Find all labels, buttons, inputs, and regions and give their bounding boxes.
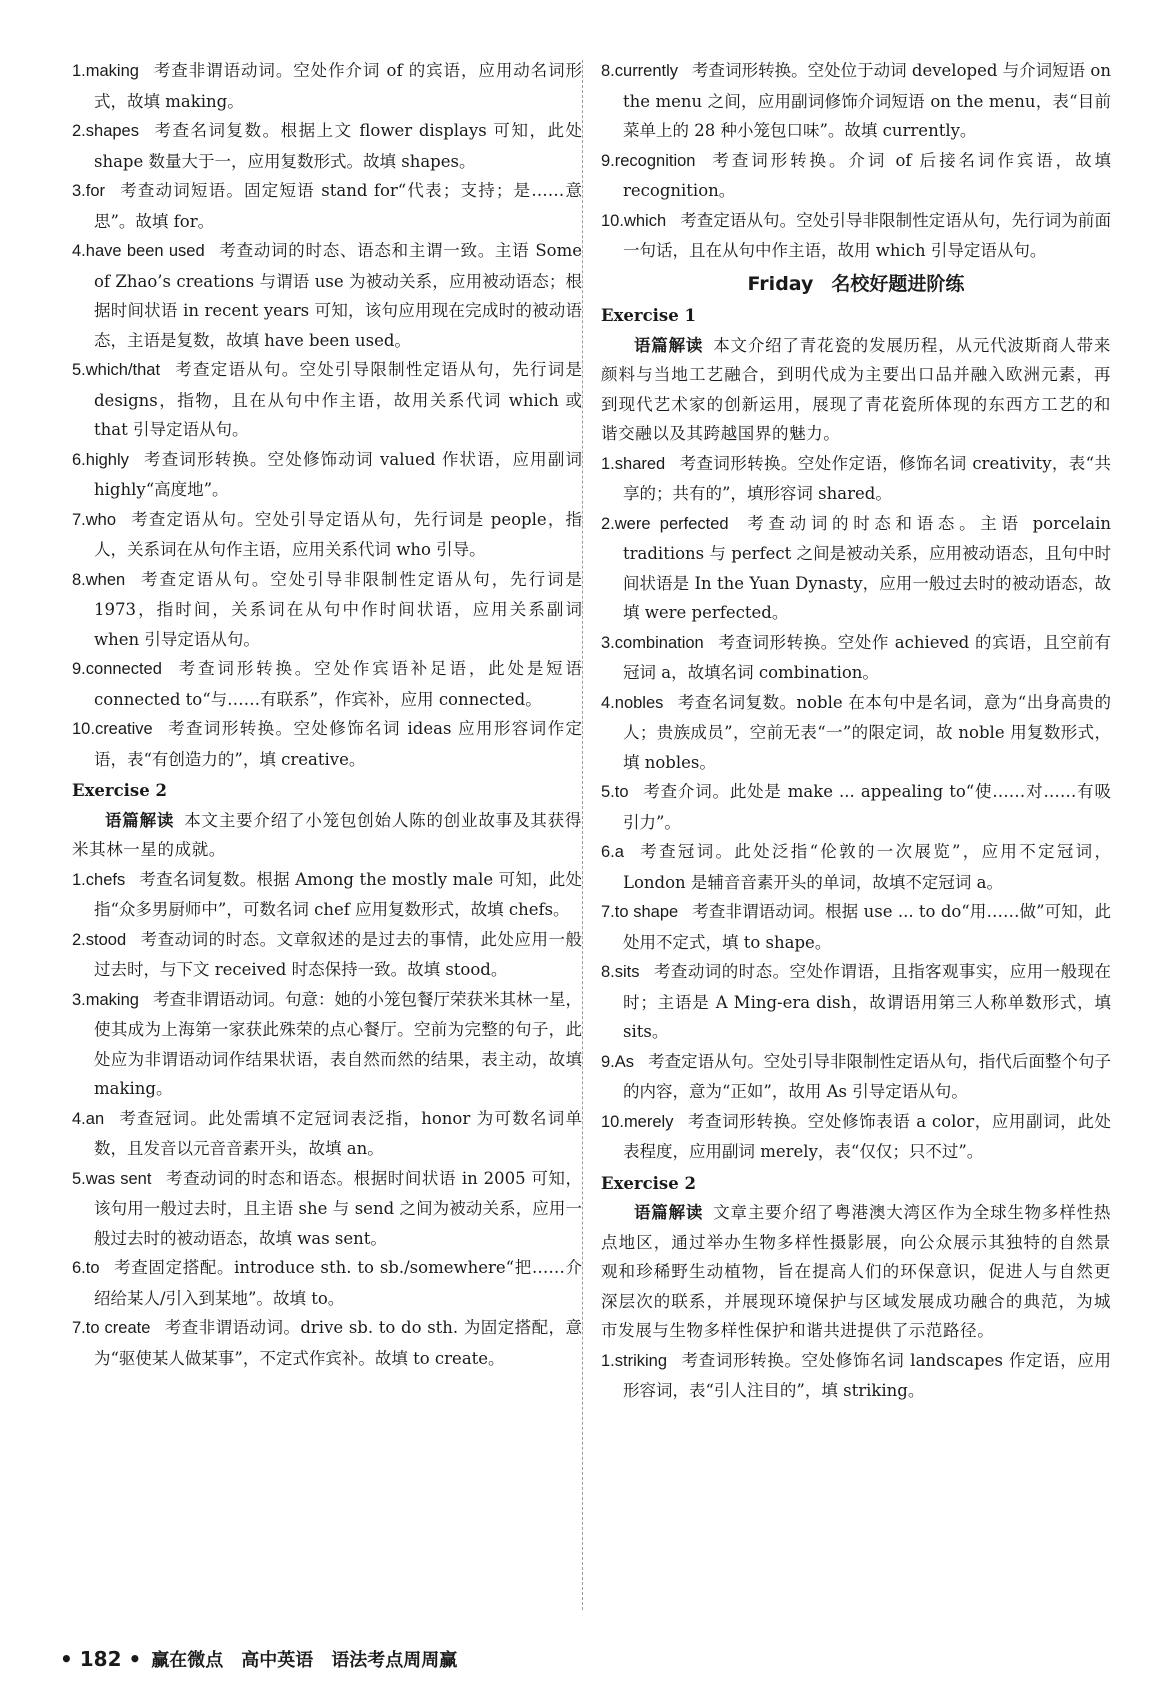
passage-summary-label: 语篇解读	[105, 810, 175, 830]
answer-item: 3.making 考查非谓语动词。句意：她的小笼包餐厅荣获米其林一星，使其成为上海第一家获此殊荣的点心餐厅。空前为完整的句子，此处应为非谓语动词作结果状语，表自然而然的结果，表主动，故填 making。	[72, 989, 582, 1098]
answer-item: 3.for 考查动词短语。固定短语 stand for“代表；支持；是……意思”。故填 for。	[72, 181, 582, 231]
answer-item: 1.shared 考查词形转换。空处作定语，修饰名词 creativity，表“共享的；共有的”，填形容词 shared。	[601, 453, 1111, 503]
exercise-title: Exercise 2	[601, 1173, 696, 1193]
answer-item: 5.to 考查介词。此处是 make ... appealing to“使……对……有吸引力”。	[601, 782, 1111, 832]
answer-item: 2.shapes 考查名词复数。根据上文 flower displays 可知，此处 shape 数量大于一，应用复数形式。故填 shapes。	[72, 121, 582, 171]
right-items-a	[601, 56, 1111, 266]
right-items-b	[601, 449, 1111, 1167]
answer-item: 6.a 考查冠词。此处泛指“伦敦的一次展览”，应用不定冠词，London 是辅音音素开头的单词，故填不定冠词 a。	[601, 842, 1111, 892]
passage-summary-label: 语篇解读	[634, 1203, 704, 1222]
right-items-c	[601, 1346, 1111, 1406]
answer-item: 6.to 考查固定搭配。introduce sth. to sb./somewhere“把……介绍给某人/引入到某地”。故填 to。	[72, 1258, 582, 1308]
left-items-b	[72, 865, 582, 1374]
answer-item: 4.an 考查冠词。此处需填不定冠词表泛指，honor 为可数名词单数，且发音以元音音素开头，故填 an。	[72, 1108, 582, 1158]
answer-item: 5.was sent 考查动词的时态和语态。根据时间状语 in 2005 可知，该句用一般过去时，且主语 she 与 send 之间为被动关系，应用一般过去时的被动语态，故填 was sent。	[72, 1168, 582, 1248]
answer-item: 4.have been used 考查动词的时态、语态和主谓一致。主语 Some of Zhao’s creations 与谓语 use 为被动关系，应用被动语态；根据时间状语 in recent years 可知，该句应用现在完成时的被动语态，主语是复数，故填 have been used。	[72, 241, 582, 350]
answer-item: 1.striking 考查词形转换。空处修饰名词 landscapes 作定语，应用形容词，表“引人注目的”，填 striking。	[601, 1350, 1111, 1400]
answer-item: 8.currently 考查词形转换。空处位于动词 developed 与介词短语 on the menu 之间，应用副词修饰介词短语 on the menu，表“目前菜单上的 28 种小笼包口味”。故填 currently。	[601, 61, 1111, 140]
answer-item: 9.connected 考查词形转换。空处作宾语补足语，此处是短语 connected to“与……有联系”，作宾补，应用 connected。	[72, 659, 582, 709]
answer-item: 7.to shape 考查非谓语动词。根据 use ... to do“用……做”可知，此处用不定式，填 to shape。	[601, 902, 1111, 952]
answer-item: 1.chefs 考查名词复数。根据 Among the mostly male 可知，此处指“众多男厨师中”，可数名词 chef 应用复数形式，故填 chefs。	[72, 869, 582, 919]
passage-summary: 语篇解读 本文介绍了青花瓷的发展历程，从元代波斯商人带来颜料与当地工艺融合，到明代成为主要出口品并融入欧洲元素，再到现代艺术家的创新运用，展现了青花瓷所体现的东西方工艺的和谐交融以及其跨越国界的魅力。	[601, 335, 1111, 443]
answer-item: 4.nobles 考查名词复数。noble 在本句中是名词，意为“出身高贵的人；贵族成员”，空前无表“一”的限定词，故 noble 用复数形式，填 nobles。	[601, 692, 1111, 772]
passage-summary-label: 语篇解读	[634, 335, 704, 355]
answer-item: 10.merely 考查词形转换。空处修饰表语 a color，应用副词，此处表程度，应用副词 merely，表“仅仅；只不过”。	[601, 1111, 1111, 1161]
answer-item: 2.were perfected 考查动词的时态和语态。主语 porcelain traditions 与 perfect 之间是被动关系，应用被动语态，且句中时间状语是 In the Yuan Dynasty，应用一般过去时的被动语态，故填 were perfected。	[601, 513, 1111, 622]
left-column	[72, 56, 582, 1373]
answer-item: 8.sits 考查动词的时态。空处作谓语，且指客观事实，应用一般现在时；主语是 A Ming-era dish，故谓语用第三人称单数形式，填 sits。	[601, 962, 1111, 1041]
right-column	[601, 56, 1111, 1406]
answer-item: 8.when 考查定语从句。空处引导非限制性定语从句，先行词是 1973，指时间，关系词在从句中作时间状语，应用关系副词 when 引导定语从句。	[72, 569, 582, 649]
left-items-a	[72, 56, 582, 774]
answer-item: 10.which 考查定语从句。空处引导非限制性定语从句，先行词为前面一句话，且在从句中作主语，故用 which 引导定语从句。	[601, 210, 1111, 260]
passage-summary: 语篇解读 文章主要介绍了粤港澳大湾区作为全球生物多样性热点地区，通过举办生物多样性摄影展，向公众展示其独特的自然景观和珍稀野生动植物，旨在提高人们的环保意识，促进人与自然更深层次的联系，并展现环境保护与区域发展成功融合的典范，为城市发展与生物多样性保护和谐共进提供了示范路径。	[601, 1203, 1111, 1340]
answer-item: 2.stood 考查动词的时态。文章叙述的是过去的事情，此处应用一般过去时，与下文 received 时态保持一致。故填 stood。	[72, 929, 582, 979]
answer-item: 6.highly 考查词形转换。空处修饰动词 valued 作状语，应用副词 highly“高度地”。	[72, 449, 582, 499]
page-number: • 182 •	[60, 1647, 142, 1671]
answer-item: 7.who 考查定语从句。空处引导定语从句，先行词是 people，指人，关系词在从句作主语，应用关系代词 who 引导。	[72, 509, 582, 559]
exercise-title: Exercise 1	[601, 306, 696, 325]
answer-item: 9.As 考查定语从句。空处引导非限制性定语从句，指代后面整个句子的内容，意为“正如”，故用 As 引导定语从句。	[601, 1051, 1111, 1101]
passage-summary: 语篇解读 本文主要介绍了小笼包创始人陈的创业故事及其获得米其林一星的成就。	[72, 810, 582, 859]
page-footer	[60, 1646, 457, 1672]
subject: 高中英语	[241, 1650, 314, 1671]
answer-item: 7.to create 考查非谓语动词。drive sb. to do sth. 为固定搭配，意为“驱使某人做某事”，不定式作宾补。故填 to create。	[72, 1318, 582, 1368]
section-title: Friday 名校好题进阶练	[747, 272, 965, 295]
answer-item: 9.recognition 考查词形转换。介词 of 后接名词作宾语，故填 recognition。	[601, 150, 1111, 200]
column-divider	[582, 60, 583, 1610]
book-title: 赢在微点	[151, 1650, 224, 1671]
answer-item: 3.combination 考查词形转换。空处作 achieved 的宾语，且空前有冠词 a，故填名词 combination。	[601, 632, 1111, 682]
answer-item: 10.creative 考查词形转换。空处修饰名词 ideas 应用形容词作定语，表“有创造力的”，填 creative。	[72, 719, 582, 769]
answer-item: 5.which/that 考查定语从句。空处引导限制性定语从句，先行词是 designs，指物，且在从句中作主语，故用关系代词 which 或 that 引导定语从句。	[72, 360, 582, 439]
series-title: 语法考点周周赢	[331, 1650, 458, 1671]
answer-item: 1.making 考查非谓语动词。空处作介词 of 的宾语，应用动名词形式，故填 making。	[72, 61, 582, 111]
exercise-title: Exercise 2	[72, 781, 167, 800]
